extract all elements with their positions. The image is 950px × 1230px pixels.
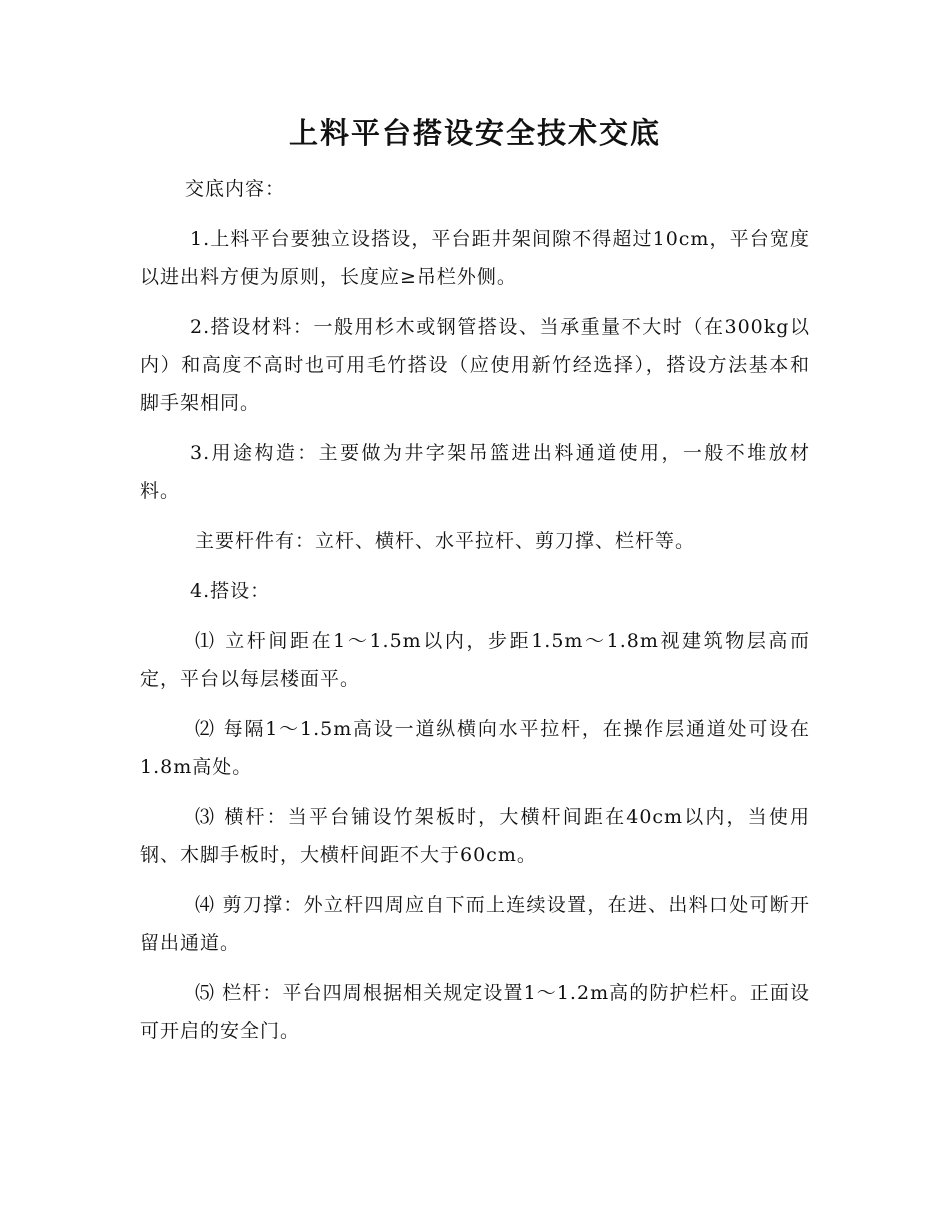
paragraph-sub-5: ⑸ 栏杆：平台四周根据相关规定设置1～1.2m高的防护栏杆。正面设可开启的安全门。 <box>140 982 810 1042</box>
paragraph-item-1: 1.上料平台要独立设搭设，平台距井架间隙不得超过10cm，平台宽度以进出料方便为原则，长度应≥吊栏外侧。 <box>140 228 810 288</box>
document-title: 上料平台搭设安全技术交底 <box>288 116 661 150</box>
paragraph-sub-2: ⑵ 每隔1～1.5m高设一道纵横向水平拉杆，在操作层通道处可设在1.8m高处。 <box>140 718 810 778</box>
paragraph-sub-4: ⑷ 剪刀撑：外立杆四周应自下而上连续设置，在进、出料口处可断开留出通道。 <box>140 894 810 954</box>
paragraph-item-2: 2.搭设材料：一般用杉木或钢管搭设、当承重量不大时（在300kg以内）和高度不高时也可用毛竹搭设（应使用新竹经选择），搭设方法基本和脚手架相同。 <box>140 316 810 414</box>
paragraph-item-3: 3.用途构造：主要做为井字架吊篮进出料通道使用，一般不堆放材料。 <box>140 442 810 502</box>
paragraph-sub-3: ⑶ 横杆：当平台铺设竹架板时，大横杆间距在40cm以内，当使用钢、木脚手板时，大横杆间距不大于60cm。 <box>140 806 810 866</box>
paragraph-intro: 交底内容： <box>185 178 286 200</box>
paragraph-main-members: 主要杆件有：立杆、横杆、水平拉杆、剪刀撑、栏杆等。 <box>195 530 696 552</box>
document-body <box>140 170 810 1062</box>
paragraph-sub-1: ⑴ 立杆间距在1～1.5m以内，步距1.5m～1.8m视建筑物层高而定，平台以每层楼面平。 <box>140 630 810 690</box>
paragraph-item-4: 4.搭设： <box>190 580 271 602</box>
